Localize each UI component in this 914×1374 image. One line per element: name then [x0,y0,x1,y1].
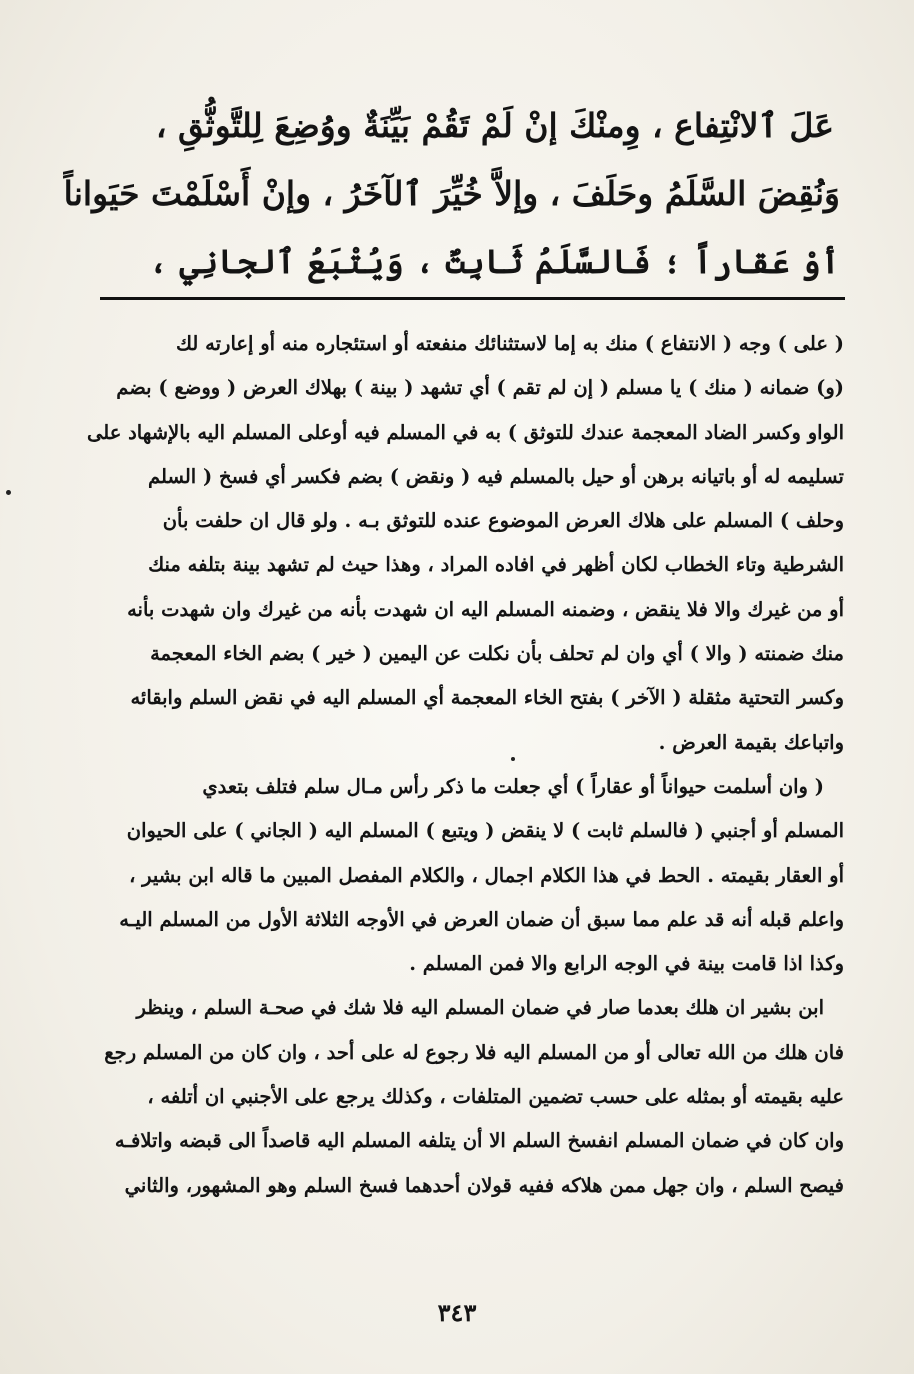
commentary-line: منك ضمنته ( والا ) أي وان لم تحلف بأن نكلت عن اليمين ( خير ) بضم الخاء المعجمة [150,642,844,666]
commentary-line: المسلم أو أجنبي ( فالسلم ثابت ) لا ينقض ( ويتبع ) المسلم اليه ( الجاني ) على الحيوان [126,819,844,843]
commentary-line: وكذا اذا قامت بينة في الوجه الرابع والا فمن المسلم . [409,952,844,976]
page-number: ٣٤٣ [437,1298,477,1327]
commentary-line: عليه بقيمته أو بمثله على حسب تضمين المتلفات ، وكذلك يرجع على الأجنبي ان أتلفه ، [147,1085,844,1109]
commentary-line: واعلم قبله أنه قد علم مما سبق أن ضمان العرض في الأوجه الثلاثة الأول من المسلم اليـه [119,907,844,931]
scan-speck [511,757,515,761]
section-divider [100,297,845,300]
verse-line: وَنُقِضَ السَّلَمُ وحَلَفَ ، وإلاَّ خُيِّرَ ٱلآخَرُ ، وإنْ أَسْلَمْتَ حَيَواناً [63,174,840,213]
commentary-line: وكسر التحتية مثقلة ( الآخر ) بفتح الخاء المعجمة أي المسلم اليه في نقض السلم وابقائه [130,686,844,710]
commentary-line: فان هلك من الله تعالى أو من المسلم اليه فلا رجوع له على أحد ، وان كان من المسلم رجع [104,1040,844,1064]
commentary-block [82,322,844,1208]
scan-speck [6,490,11,495]
verse-block [63,92,840,296]
commentary-line: الشرطية وتاء الخطاب لكان أظهر في افاده المراد ، وهذا حيث لم تشهد بينة بتلفه منك [148,553,844,577]
commentary-line: ( وان أسلمت حيواناً أو عقاراً ) أي جعلت ما ذكر رأس مـال سلم فتلف بتعدي [202,774,824,798]
verse-line: عَلَ ٱلانْتِفاع ، وِمنْكَ إنْ لَمْ تَقُمْ بَيِّنَةٌ ووُضِعَ لِلتَّوثُّقِ ، [155,106,835,145]
commentary-line: وان كان في ضمان المسلم انفسخ السلم الا أن يتلفه المسلم اليه قاصداً الى قبضه واتلافـه [114,1129,844,1153]
commentary-line: ( على ) وجه ( الانتفاع ) منك به إما لاستثنائك منفعته أو استئجاره منه أو إعارته لك [176,332,844,355]
commentary-line: أو من غيرك والا فلا ينقض ، وضمنه المسلم اليه ان شهدت بأنه من غيرك وان شهدت بأنه [127,597,844,621]
commentary-line: تسليمه له أو باتيانه برهن أو حيل بالمسلم فيه ( ونقض ) بضم فكسر أي فسخ ( السلم [148,464,844,488]
commentary-line: (و) ضمانه ( منك ) يا مسلم ( إن لم تقم ) أي تشهد ( بينة ) بهلاك العرض ( ووضع ) بضم [116,376,844,400]
commentary-line: واتباعك بقيمة العرض . [658,730,844,754]
commentary-line: ابن بشير ان هلك بعدما صار في ضمان المسلم اليه فلا شك في صحـة السلم ، وينظر [136,996,824,1020]
commentary-line: أو العقار بقيمته . الحط في هذا الكلام اجمال ، والكلام المفصل المبين ما قاله ابن بشير ، [129,863,844,887]
commentary-line: وحلف ) المسلم على هلاك العرض الموضوع عنده للتوثق بـه . ولو قال ان حلفت بأن [162,509,844,533]
commentary-line: فيصح السلم ، وان جهل ممن هلاكه ففيه قولان أحدهما فسخ السلم وهو المشهور، والثاني [124,1173,844,1197]
commentary-line: الواو وكسر الضاد المعجمة عندك للتوثق ) به في المسلم فيه أوعلى المسلم اليه بالإشهاد على [86,420,844,444]
verse-line: أوْ عَقاراً ؛ فَالسَّلَمُ ثَابِتٌ ، وَيُتْبَعُ ٱلجانِي ، [148,242,840,281]
